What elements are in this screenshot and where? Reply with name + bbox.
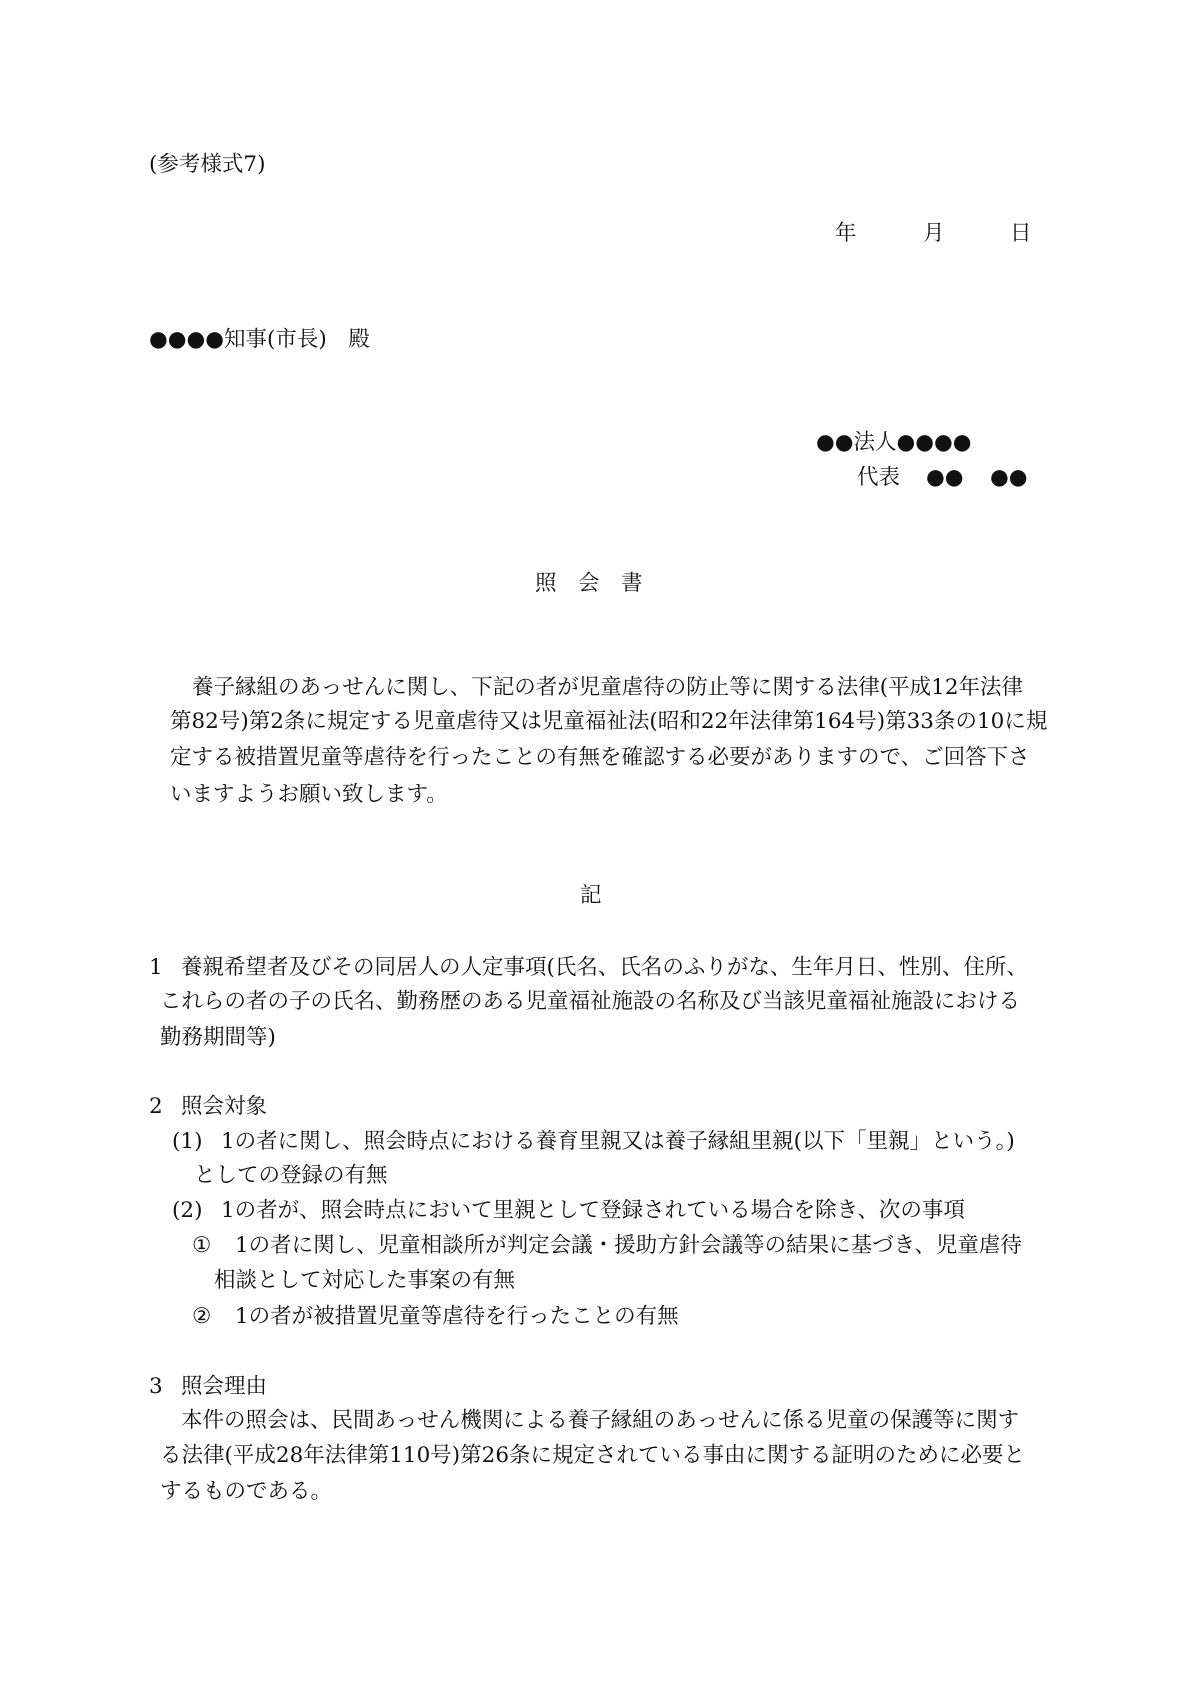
item2-sub1-number: (1) bbox=[172, 1129, 203, 1154]
item3-number: 3 bbox=[149, 1374, 163, 1399]
sender-org: ●●法人●●●● bbox=[816, 430, 972, 455]
item2-c1-line: 1の者に関し、児童相談所が判定会議・援助方針会議等の結果に基づき、児童虐待 bbox=[235, 1233, 1022, 1258]
item3-line: る法律(平成28年法律第110号)第26条に規定されている事由に関する証明のために必要と bbox=[160, 1443, 1026, 1468]
ki-heading: 記 bbox=[580, 883, 602, 908]
item2-c1-number: ① bbox=[192, 1233, 212, 1258]
item1-number: 1 bbox=[149, 955, 163, 980]
addressee: ●●●●知事(市長) 殿 bbox=[149, 327, 370, 352]
item2-c2-text: 1の者が被措置児童等虐待を行ったことの有無 bbox=[235, 1304, 679, 1329]
date-month: 月 bbox=[923, 221, 945, 246]
body-line: 定する被措置児童等虐待を行ったことの有無を確認する必要がありますので、ご回答下さ bbox=[170, 745, 1030, 770]
document-title: 照 会 書 bbox=[535, 571, 643, 596]
date-year: 年 bbox=[835, 221, 857, 246]
form-label: (参考様式7) bbox=[149, 152, 266, 177]
item2-sub2-text: 1の者が、照会時点において里親として登録されている場合を除き、次の事項 bbox=[221, 1198, 965, 1223]
item3-heading: 照会理由 bbox=[181, 1374, 268, 1399]
item2-c2-number: ② bbox=[192, 1304, 212, 1329]
body-line: 養子縁組のあっせんに関し、下記の者が児童虐待の防止等に関する法律(平成12年法律 bbox=[192, 675, 1024, 700]
date-day: 日 bbox=[1010, 221, 1032, 246]
item2-sub1-line: 1の者に関し、照会時点における養育里親又は養子縁組里親(以下「里親」という。) bbox=[221, 1129, 1015, 1154]
sender-rep-label: 代表 bbox=[857, 465, 901, 490]
item2-heading: 照会対象 bbox=[181, 1094, 268, 1119]
item2-c1-line: 相談として対応した事案の有無 bbox=[214, 1268, 516, 1293]
item2-sub2-number: (2) bbox=[172, 1198, 203, 1223]
item1-line: 勤務期間等) bbox=[160, 1025, 276, 1050]
item2-number: 2 bbox=[149, 1094, 163, 1119]
item2-sub1-line: としての登録の有無 bbox=[194, 1163, 388, 1188]
item1-line: 養親希望者及びその同居人の人定事項(氏名、氏名のふりがな、生年月日、性別、住所、 bbox=[181, 955, 1028, 980]
item3-line: 本件の照会は、民間あっせん機関による養子縁組のあっせんに係る児童の保護等に関す bbox=[181, 1408, 1020, 1433]
item1-line: これらの者の子の氏名、勤務歴のある児童福祉施設の名称及び当該児童福祉施設における bbox=[160, 989, 1021, 1014]
item3-line: するものである。 bbox=[160, 1479, 333, 1504]
body-line: 第82号)第2条に規定する児童虐待又は児童福祉法(昭和22年法律第164号)第33条の10に規 bbox=[170, 709, 1048, 734]
body-line: いますようお願い致します。 bbox=[170, 782, 448, 807]
sender-rep-name-1: ●● bbox=[926, 465, 964, 490]
sender-rep-name-2: ●● bbox=[990, 465, 1028, 490]
